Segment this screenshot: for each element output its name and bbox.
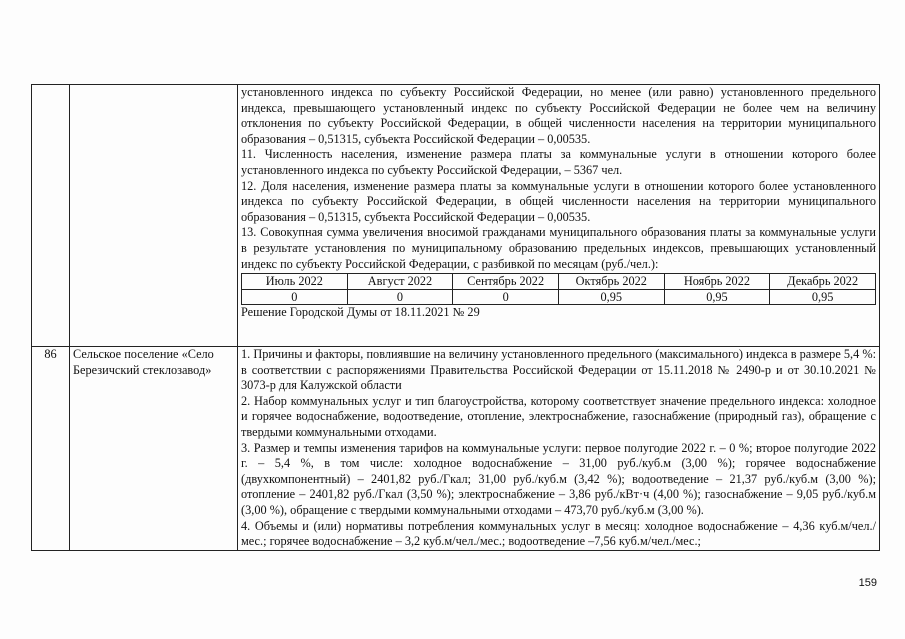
months-header-row xyxy=(242,274,876,290)
paragraph: 12. Доля населения, изменение размера платы за коммунальные услуги в отношении которого более установленного индекса по субъекту Российской Федерации, в общей численности населения на территории муниципального образования – 0,51315, субъекта Российской Федерации – 0,00535. xyxy=(241,178,876,224)
month-value: 0,95 xyxy=(558,289,664,305)
paragraph: 4. Объемы и (или) нормативы потребления коммунальных услуг в месяц: холодное водоснабжение – 4,36 куб.м/чел./мес.; горячее водоснабжение – 3,2 куб.м/чел./мес.; водоотведение –7,56 куб.м/чел./мес.; xyxy=(241,518,876,549)
paragraph: установленного индекса по субъекту Российской Федерации, но менее (или равно) установленного предельного индекса, превышающего установленный индекс по субъекту Российской Федерации не более чем на величину отклонения по субъекту Российской Федерации, в общей численности населения на территории муниципального образования – 0,51315, субъекта Российской Федерации – 0,00535. xyxy=(241,85,876,146)
municipality-name-cell xyxy=(70,85,238,347)
months-values-row xyxy=(242,289,876,305)
monthly-sums-table xyxy=(241,273,876,305)
municipality-name-cell: Сельское поселение «Село Березичский стеклозавод» xyxy=(70,347,238,551)
month-value: 0,95 xyxy=(664,289,770,305)
month-header: Декабрь 2022 xyxy=(770,274,876,290)
row-number-cell xyxy=(32,85,70,347)
regions-table xyxy=(31,84,880,551)
month-value: 0 xyxy=(453,289,559,305)
month-value: 0 xyxy=(347,289,453,305)
paragraph: 13. Совокупная сумма увеличения вносимой гражданами муниципального образования платы за коммунальные услуги в результате установления по муниципальному образованию предельных индексов, превышающих установленный индекс по субъекту Российской Федерации, с разбивкой по месяцам (руб./чел.): xyxy=(241,225,876,271)
paragraph: 11. Численность населения, изменение размера платы за коммунальные услуги в отношении которого более установленного индекса по субъекту Российской Федерации, – 5367 чел. xyxy=(241,147,876,177)
month-header: Сентябрь 2022 xyxy=(453,274,559,290)
decision-reference: Решение Городской Думы от 18.11.2021 № 29 xyxy=(241,305,480,320)
table-row xyxy=(32,347,880,551)
month-header: Август 2022 xyxy=(347,274,453,290)
month-value: 0 xyxy=(242,289,348,305)
table-row xyxy=(32,85,880,347)
page-number: 159 xyxy=(858,577,877,589)
paragraph: 1. Причины и факторы, повлиявшие на величину установленного предельного (максимального) индекса в размере 5,4 %: в соответствии с распоряжениями Правительства Российской Федерации от 15.11.2018 № 2490-р и от 30.10.2021 № 3073-р для Калужской области xyxy=(241,347,876,393)
month-header: Ноябрь 2022 xyxy=(664,274,770,290)
paragraph: 2. Набор коммунальных услуг и тип благоустройства, которому соответствует значение предельного индекса: холодное и горячее водоснабжение, водоотведение, отопление, электроснабжение, газоснабжение (природный газ), обращение с твердыми коммунальными отходами. xyxy=(241,393,876,439)
month-header: Июль 2022 xyxy=(242,274,348,290)
paragraph: 3. Размер и темпы изменения тарифов на коммунальные услуги: первое полугодие 2022 г. – 0 %; второе полугодие 2022 г. – 5,4 %, в том числе: холодное водоснабжение – 31,00 руб./куб.м (3,00 %); горячее водоснабжение (двухкомпонентный) – 2401,82 руб./Гкал; 31,00 руб./куб.м (3,42 %); водоотведение – 21,37 руб./куб.м (3,00 %); отопление – 2401,82 руб./Гкал (3,50 %); электроснабжение – 3,86 руб./кВт·ч (4,00 %); газоснабжение – 9,05 руб./куб.м (3,00 %), обращение с твердыми коммунальными отходами – 473,70 руб./куб.м (3,00 %). xyxy=(241,440,876,517)
row-number-cell: 86 xyxy=(32,347,70,551)
details-cell xyxy=(238,347,880,551)
month-header: Октябрь 2022 xyxy=(558,274,664,290)
details-cell xyxy=(238,85,880,347)
month-value: 0,95 xyxy=(770,289,876,305)
